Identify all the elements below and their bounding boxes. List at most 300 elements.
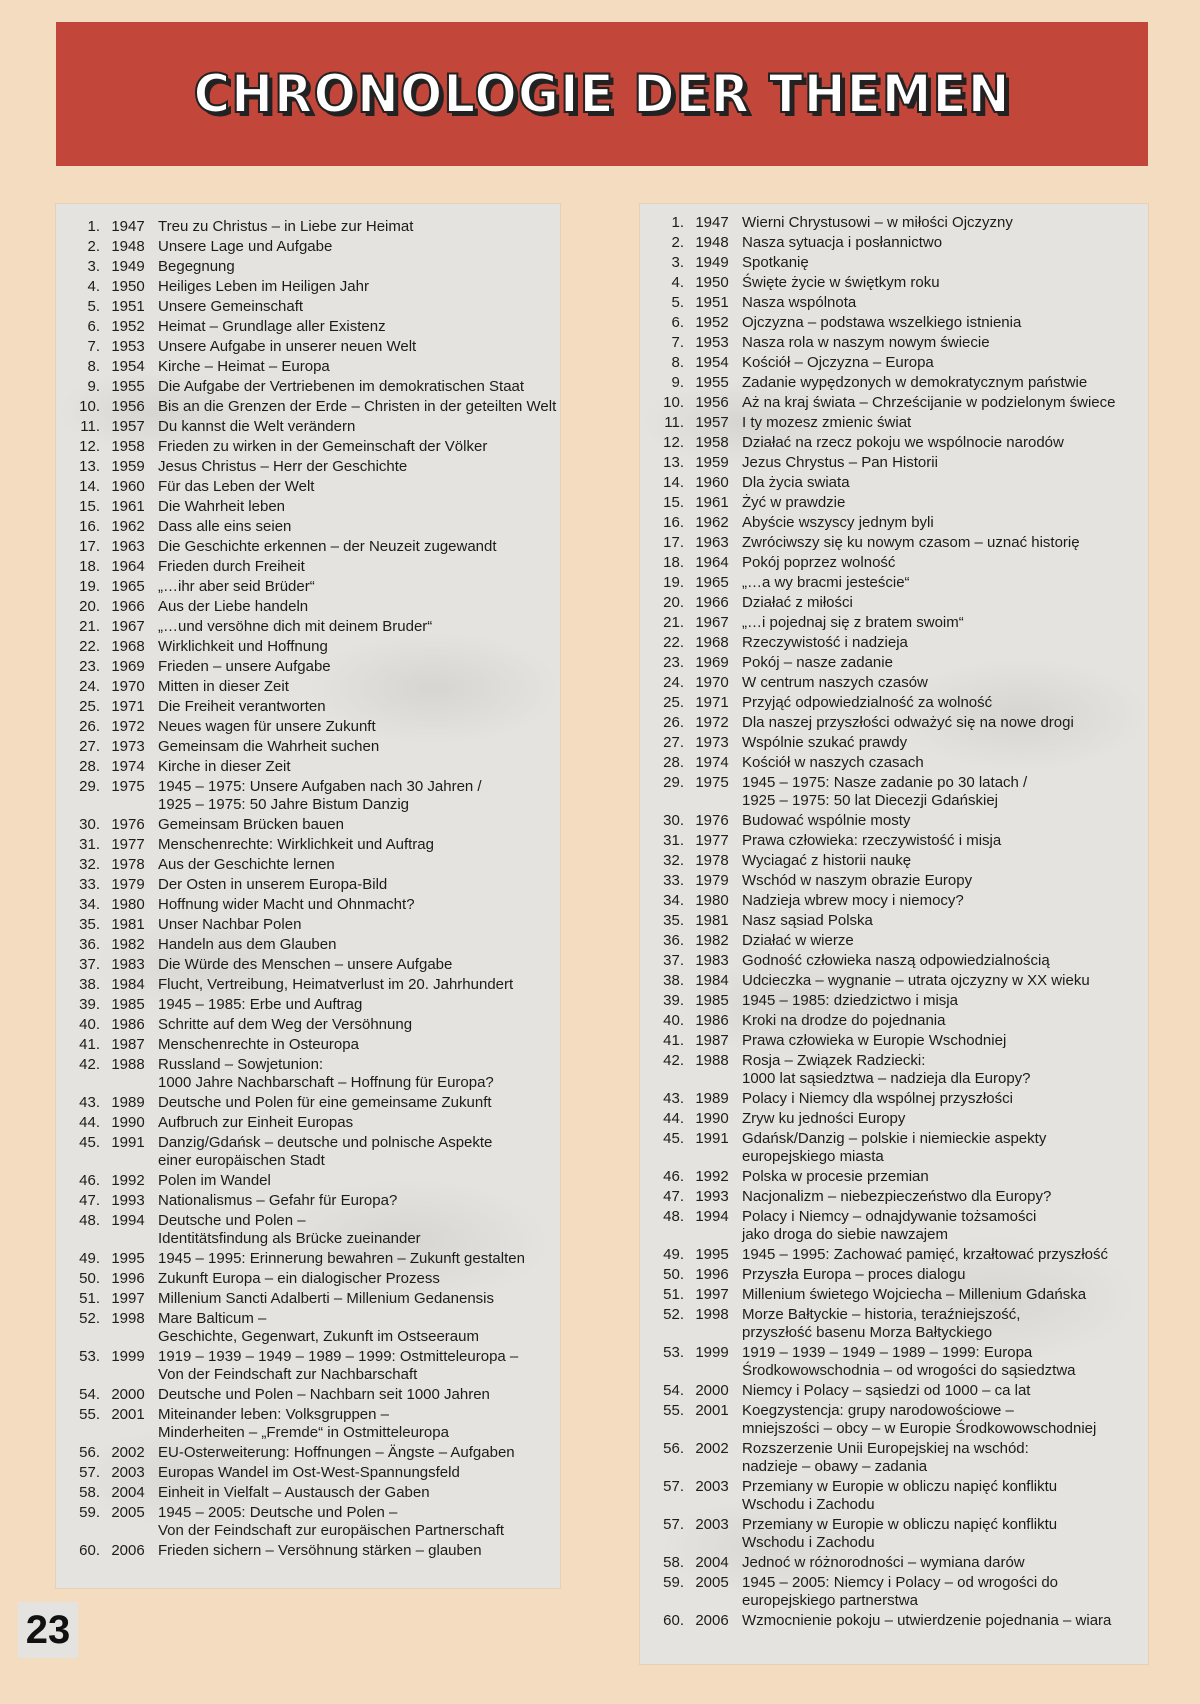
topic-year: 1980 (695, 892, 729, 909)
topic-number: 30. (79, 816, 100, 833)
topic-title-line: Zryw ku jedności Europy (742, 1110, 906, 1127)
topic-title (740, 852, 1148, 870)
topic-number: 1. (87, 218, 100, 235)
topic-number: 40. (79, 1016, 100, 1033)
topic-row (640, 474, 1148, 492)
topic-number: 18. (79, 558, 100, 575)
topic-title (156, 1504, 560, 1540)
topic-title-line: Pokój – nasze zadanie (742, 654, 893, 671)
topic-year: 1966 (111, 598, 145, 615)
topic-number: 39. (663, 992, 684, 1009)
topic-year: 1950 (695, 274, 729, 291)
topic-title-line: Żyć w prawdzie (742, 494, 846, 511)
topic-row (640, 514, 1148, 532)
topic-title (156, 338, 560, 356)
topic-title-line: Kirche – Heimat – Europa (158, 358, 330, 375)
topic-row (640, 674, 1148, 692)
topic-number: 42. (663, 1052, 684, 1069)
topic-year: 1971 (111, 698, 145, 715)
topic-year: 1996 (695, 1266, 729, 1283)
topic-title-line: Polska w procesie przemian (742, 1168, 929, 1185)
topic-title-line: Wyciagać z historii naukę (742, 852, 912, 869)
topic-row (56, 598, 560, 616)
topic-title-line: Aus der Geschichte lernen (158, 856, 335, 873)
topic-year: 1967 (111, 618, 145, 635)
topic-title-line: Deutsche und Polen – Nachbarn seit 1000 Jahren (158, 1386, 490, 1403)
topic-title (156, 418, 560, 436)
topic-row (640, 992, 1148, 1010)
topic-number: 24. (663, 674, 684, 691)
topic-row (640, 774, 1148, 810)
topic-number: 45. (79, 1134, 100, 1151)
topic-row (640, 414, 1148, 432)
topic-year: 1974 (111, 758, 145, 775)
topic-number: 20. (663, 594, 684, 611)
topic-title-line: Frieden zu wirken in der Gemeinschaft der Völker (158, 438, 488, 455)
topic-title-line: W centrum naszych czasów (742, 674, 928, 691)
topic-number: 9. (87, 378, 100, 395)
topic-row (640, 594, 1148, 612)
topic-row (56, 1348, 560, 1384)
topic-number: 38. (663, 972, 684, 989)
topic-title (156, 538, 560, 556)
topic-year: 1960 (111, 478, 145, 495)
topic-number: 19. (663, 574, 684, 591)
topic-title-line: Kirche in dieser Zeit (158, 758, 291, 775)
topic-title-line: Jednoć w różnorodności – wymiana darów (742, 1554, 1025, 1571)
topic-number: 41. (663, 1032, 684, 1049)
topic-row (56, 1056, 560, 1092)
topic-title (740, 952, 1148, 970)
topic-number: 34. (79, 896, 100, 913)
topic-number: 7. (87, 338, 100, 355)
topic-title (740, 774, 1148, 810)
topic-number: 23. (79, 658, 100, 675)
topic-row (56, 936, 560, 954)
topic-row (640, 1574, 1148, 1610)
topic-title-line: Aus der Liebe handeln (158, 598, 309, 615)
topic-number: 8. (671, 354, 684, 371)
topic-row (56, 1542, 560, 1560)
topic-number: 33. (663, 872, 684, 889)
topic-row (640, 1208, 1148, 1244)
topic-title (740, 454, 1148, 472)
topic-title (740, 1516, 1148, 1552)
topic-row (56, 1464, 560, 1482)
topic-title-line: Gdańsk/Danzig – polskie i niemieckie aspekty (742, 1130, 1047, 1147)
topic-year: 1974 (695, 754, 729, 771)
topic-title-line: 1000 lat sąsiedztwa – nadzieja dla Europy? (742, 1070, 1031, 1087)
topic-number: 36. (663, 932, 684, 949)
topic-row (640, 454, 1148, 472)
topic-title-line: Nadzieja wbrew mocy i niemocy? (742, 892, 964, 909)
topic-number: 14. (663, 474, 684, 491)
topic-title-line: Mitten in dieser Zeit (158, 678, 289, 695)
topic-number: 3. (87, 258, 100, 275)
topic-title (740, 1402, 1148, 1438)
topic-row (56, 1270, 560, 1288)
topic-row (640, 354, 1148, 372)
topic-year: 1997 (695, 1286, 729, 1303)
topic-title-line: Przyszła Europa – proces dialogu (742, 1266, 966, 1283)
topic-title-line: Heimat – Grundlage aller Existenz (158, 318, 386, 335)
topic-title (740, 574, 1148, 592)
topic-title-line: 1945 – 2005: Niemcy i Polacy – od wrogości do (742, 1574, 1059, 1591)
topic-row (56, 1444, 560, 1462)
topic-title-line: 1945 – 1985: dziedzictwo i misja (742, 992, 958, 1009)
topic-year: 1959 (695, 454, 729, 471)
topic-year: 1976 (695, 812, 729, 829)
topic-title (740, 474, 1148, 492)
topic-number: 48. (79, 1212, 100, 1229)
topic-year: 1957 (111, 418, 145, 435)
topic-row (640, 1110, 1148, 1128)
topic-row (56, 976, 560, 994)
topic-row (640, 832, 1148, 850)
topic-number: 16. (79, 518, 100, 535)
topic-number: 42. (79, 1056, 100, 1073)
topic-year: 1994 (111, 1212, 145, 1229)
topic-row (56, 698, 560, 716)
topic-title-line: Begegnung (158, 258, 235, 275)
topic-title (740, 674, 1148, 692)
topic-row (56, 1250, 560, 1268)
topic-number: 33. (79, 876, 100, 893)
topic-row (640, 1246, 1148, 1264)
topic-title (740, 554, 1148, 572)
topic-title-line: przyszłość basenu Morza Bałtyckiego (742, 1324, 993, 1341)
topic-year: 1952 (111, 318, 145, 335)
topic-year: 1986 (695, 1012, 729, 1029)
topic-number: 1. (671, 214, 684, 231)
topic-year: 1949 (111, 258, 145, 275)
topic-title-line: Nasza rola w naszym nowym świecie (742, 334, 990, 351)
topic-title-line: Godność człowieka naszą odpowiedzialnością (742, 952, 1050, 969)
topic-year: 1951 (111, 298, 145, 315)
topic-row (56, 1016, 560, 1034)
topic-title (156, 598, 560, 616)
topic-title (156, 1036, 560, 1054)
topic-title-line: Wirklichkeit und Hoffnung (158, 638, 328, 655)
topic-row (640, 694, 1148, 712)
topic-row (56, 1484, 560, 1502)
topic-title-line: I ty mozesz zmienic świat (742, 414, 912, 431)
topic-year: 1983 (695, 952, 729, 969)
topic-title (740, 614, 1148, 632)
topic-title (740, 1344, 1148, 1380)
topic-number: 23. (663, 654, 684, 671)
topic-row (640, 1052, 1148, 1088)
topic-title-line: Unsere Lage und Aufgabe (158, 238, 333, 255)
topic-year: 1999 (111, 1348, 145, 1365)
topic-title-line: Frieden durch Freiheit (158, 558, 305, 575)
topic-title-line: Gemeinsam die Wahrheit suchen (158, 738, 380, 755)
topic-title (156, 1542, 560, 1560)
topic-title (740, 1306, 1148, 1342)
topic-title-line: Minderheiten – „Fremde“ in Ostmitteleuropa (158, 1424, 449, 1441)
topic-row (56, 1134, 560, 1170)
topic-title (156, 1386, 560, 1404)
topic-title (740, 354, 1148, 372)
topic-number: 25. (663, 694, 684, 711)
topic-number: 31. (79, 836, 100, 853)
topic-title (740, 1032, 1148, 1050)
topic-number: 25. (79, 698, 100, 715)
topic-title (740, 754, 1148, 772)
topic-title-line: „…ihr aber seid Brüder“ (158, 578, 315, 595)
topic-row (640, 1130, 1148, 1166)
topic-number: 60. (79, 1542, 100, 1559)
topic-title (156, 1212, 560, 1248)
topic-row (56, 956, 560, 974)
topic-title (740, 1574, 1148, 1610)
topic-title (156, 778, 560, 814)
topic-year: 1949 (695, 254, 729, 271)
topic-row (640, 334, 1148, 352)
topic-title-line: mniejszości – obcy – w Europie Środkowowschodniej (742, 1420, 1097, 1437)
topic-title (156, 1172, 560, 1190)
topic-year: 2001 (111, 1406, 145, 1423)
topic-number: 12. (663, 434, 684, 451)
topic-title-line: Prawa człowieka: rzeczywistość i misja (742, 832, 1002, 849)
topic-title-line: 1925 – 1975: 50 lat Diecezji Gdańskiej (742, 792, 998, 809)
topic-year: 1953 (695, 334, 729, 351)
topic-title (156, 936, 560, 954)
topic-title (156, 1270, 560, 1288)
topic-year: 1996 (111, 1270, 145, 1287)
topic-row (56, 1406, 560, 1442)
topic-title-line: Działać z miłości (742, 594, 853, 611)
topic-title (156, 996, 560, 1014)
topic-row (56, 738, 560, 756)
topic-title-line: Zukunft Europa – ein dialogischer Prozess (158, 1270, 440, 1287)
topic-number: 27. (663, 734, 684, 751)
topic-title (740, 1554, 1148, 1572)
topic-number: 43. (663, 1090, 684, 1107)
topic-title-line: Nacjonalizm – niebezpieczeństwo dla Europy? (742, 1188, 1052, 1205)
topic-year: 1999 (695, 1344, 729, 1361)
topic-title-line: Du kannst die Welt verändern (158, 418, 356, 435)
topic-row (56, 778, 560, 814)
topic-year: 1968 (695, 634, 729, 651)
topic-title-line: Zwróciwszy się ku nowym czasom – uznać historię (742, 534, 1080, 551)
topic-number: 10. (79, 398, 100, 415)
topic-title-line: Prawa człowieka w Europie Wschodniej (742, 1032, 1007, 1049)
topic-title (156, 816, 560, 834)
topic-row (640, 1032, 1148, 1050)
topic-year: 1954 (111, 358, 145, 375)
topic-year: 1970 (695, 674, 729, 691)
topic-year: 1986 (111, 1016, 145, 1033)
german-topics-panel (56, 204, 560, 1588)
topic-year: 2005 (111, 1504, 145, 1521)
topic-year: 1981 (111, 916, 145, 933)
topic-title-line: Frieden sichern – Versöhnung stärken – glauben (158, 1542, 482, 1559)
topic-year: 1985 (111, 996, 145, 1013)
topic-title (156, 856, 560, 874)
topic-title-line: Udcieczka – wygnanie – utrata ojczyzny w XX wieku (742, 972, 1090, 989)
topic-number: 32. (663, 852, 684, 869)
topic-title (156, 358, 560, 376)
topic-title (740, 414, 1148, 432)
topic-title-line: Aż na kraj świata – Chrześcijanie w podzielonym świece (742, 394, 1116, 411)
topic-title (740, 634, 1148, 652)
topic-number: 38. (79, 976, 100, 993)
topic-title (156, 1444, 560, 1462)
topic-year: 1964 (111, 558, 145, 575)
topic-year: 1988 (111, 1056, 145, 1073)
topic-row (56, 478, 560, 496)
topic-title (740, 1110, 1148, 1128)
topic-title (156, 558, 560, 576)
topic-title-line: Die Geschichte erkennen – der Neuzeit zugewandt (158, 538, 497, 555)
topic-number: 13. (79, 458, 100, 475)
topic-title (740, 374, 1148, 392)
topic-title-line: Przemiany w Europie w obliczu napięć konfliktu (742, 1516, 1058, 1533)
topic-row (640, 1382, 1148, 1400)
topic-title (740, 832, 1148, 850)
topic-title-line: Heiliges Leben im Heiligen Jahr (158, 278, 369, 295)
topic-year: 1955 (111, 378, 145, 395)
topic-title-line: Działać w wierze (742, 932, 854, 949)
topic-title-line: Budować wspólnie mosty (742, 812, 911, 829)
topic-year: 1995 (695, 1246, 729, 1263)
topic-title (740, 1612, 1148, 1630)
topic-number: 15. (663, 494, 684, 511)
topic-title (740, 514, 1148, 532)
topic-year: 1994 (695, 1208, 729, 1225)
topic-number: 32. (79, 856, 100, 873)
topic-title (740, 992, 1148, 1010)
topic-title (156, 1114, 560, 1132)
topic-title (156, 1192, 560, 1210)
topic-year: 1979 (111, 876, 145, 893)
topic-title (156, 1484, 560, 1502)
topic-row (640, 714, 1148, 732)
topic-number: 19. (79, 578, 100, 595)
topic-number: 47. (663, 1188, 684, 1205)
topic-title-line: Nationalismus – Gefahr für Europa? (158, 1192, 398, 1209)
topic-year: 2006 (695, 1612, 729, 1629)
topic-number: 15. (79, 498, 100, 515)
topic-year: 2003 (695, 1516, 729, 1533)
topic-year: 1955 (695, 374, 729, 391)
topic-number: 11. (664, 414, 684, 431)
topic-year: 1965 (695, 574, 729, 591)
topic-title (740, 294, 1148, 312)
topic-title-line: Der Osten in unserem Europa-Bild (158, 876, 388, 893)
topic-title-line: Unser Nachbar Polen (158, 916, 302, 933)
topic-year: 1948 (111, 238, 145, 255)
topic-number: 26. (79, 718, 100, 735)
topic-year: 1956 (695, 394, 729, 411)
topic-title (740, 434, 1148, 452)
topic-title (740, 1382, 1148, 1400)
topic-row (56, 816, 560, 834)
topic-row (56, 618, 560, 636)
topic-title-line: Jezus Chrystus – Pan Historii (742, 454, 938, 471)
topic-number: 44. (663, 1110, 684, 1127)
topic-number: 58. (79, 1484, 100, 1501)
topic-year: 1962 (111, 518, 145, 535)
topic-title-line: Środkowowschodnia – od wrogości do sąsiedztwa (742, 1362, 1076, 1379)
topic-title-line: Nasza sytuacja i posłannictwo (742, 234, 943, 251)
topic-year: 2002 (111, 1444, 145, 1461)
topic-title (156, 618, 560, 636)
topic-year: 2000 (695, 1382, 729, 1399)
topic-title-line: Dla naszej przyszłości odważyć się na nowe drogi (742, 714, 1074, 731)
topic-row (56, 378, 560, 396)
topic-title (740, 274, 1148, 292)
topic-title (740, 654, 1148, 672)
topic-title-line: EU-Osterweiterung: Hoffnungen – Ängste – Aufgaben (158, 1444, 515, 1461)
topic-row (640, 892, 1148, 910)
topic-row (56, 278, 560, 296)
topic-row (56, 298, 560, 316)
topic-title-line: Die Würde des Menschen – unsere Aufgabe (158, 956, 453, 973)
topic-number: 10. (663, 394, 684, 411)
topic-row (56, 718, 560, 736)
topic-title (156, 1250, 560, 1268)
topic-number: 51. (663, 1286, 684, 1303)
topic-row (640, 634, 1148, 652)
topic-title (156, 518, 560, 536)
topic-title-line: Identitätsfindung als Brücke zueinander (158, 1230, 421, 1247)
topic-number: 60. (663, 1612, 684, 1629)
topic-number: 50. (79, 1270, 100, 1287)
topic-title-line: Morze Bałtyckie – historia, teraźniejszość, (742, 1306, 1021, 1323)
topic-row (640, 254, 1148, 272)
topic-year: 1954 (695, 354, 729, 371)
topic-row (56, 318, 560, 336)
topic-title-line: 1925 – 1975: 50 Jahre Bistum Danzig (158, 796, 409, 813)
topic-number: 57. (663, 1516, 684, 1533)
topic-number: 2. (671, 234, 684, 251)
topic-title (740, 314, 1148, 332)
topic-number: 35. (663, 912, 684, 929)
topic-year: 1991 (111, 1134, 145, 1151)
topic-year: 1957 (695, 414, 729, 431)
topic-title-line: Nasza wspólnota (742, 294, 857, 311)
topic-year: 1989 (111, 1094, 145, 1111)
topic-year: 1975 (111, 778, 145, 795)
topic-number: 37. (79, 956, 100, 973)
topic-title-line: Unsere Aufgabe in unserer neuen Welt (158, 338, 417, 355)
title-banner (56, 22, 1148, 166)
topic-row (640, 1478, 1148, 1514)
topic-row (640, 1306, 1148, 1342)
topic-year: 1958 (695, 434, 729, 451)
topic-number: 57. (79, 1464, 100, 1481)
topic-row (56, 876, 560, 894)
topic-year: 1977 (695, 832, 729, 849)
topic-year: 1978 (695, 852, 729, 869)
topic-title-line: Frieden – unsere Aufgabe (158, 658, 331, 675)
topic-title (740, 1130, 1148, 1166)
topic-title-line: Kościół w naszych czasach (742, 754, 924, 771)
topic-title (740, 214, 1148, 232)
topic-number: 22. (79, 638, 100, 655)
topic-title-line: Menschenrechte in Osteuropa (158, 1036, 359, 1053)
topic-year: 1993 (111, 1192, 145, 1209)
topic-row (640, 1188, 1148, 1206)
topic-title (740, 932, 1148, 950)
topic-number: 17. (79, 538, 100, 555)
topic-row (56, 518, 560, 536)
topic-year: 1975 (695, 774, 729, 791)
topic-year: 1950 (111, 278, 145, 295)
topic-year: 1980 (111, 896, 145, 913)
